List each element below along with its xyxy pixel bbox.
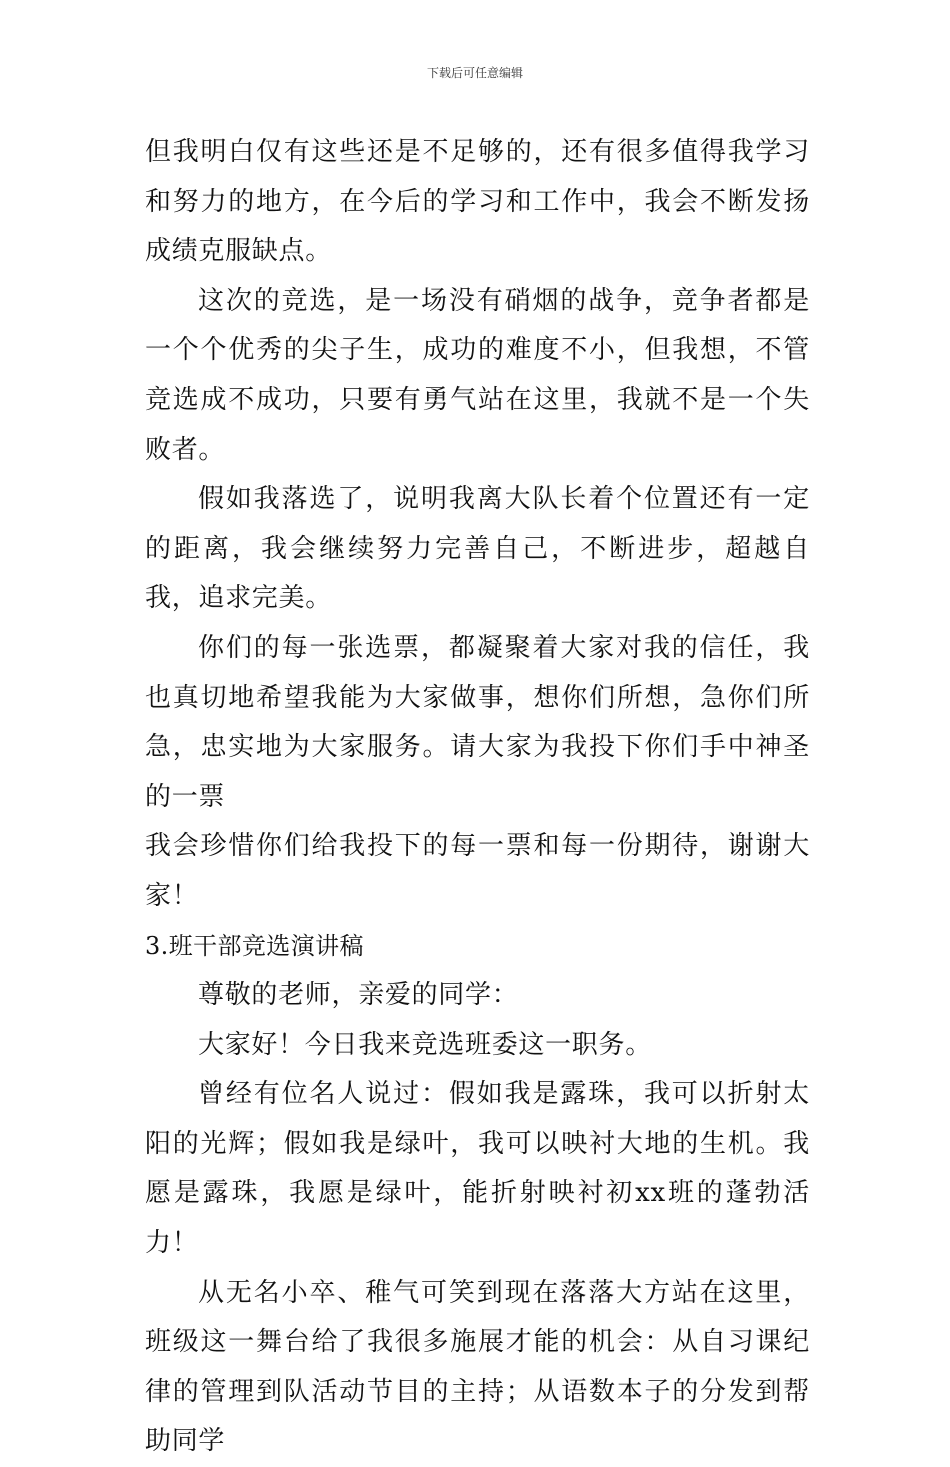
paragraph: 我会珍惜你们给我投下的每一票和每一份期待，谢谢大家！	[145, 831, 810, 911]
paragraph: 这次的竞选，是一场没有硝烟的战争，竞争者都是一个个优秀的尖子生，成功的难度不小，但我想，不管竞选成不成功，只要有勇气站在这里，我就不是一个失败者。	[145, 285, 810, 465]
paragraph: 假如我落选了，说明我离大队长着个位置还有一定的距离，我会继续努力完善自己，不断进步，超越自我，追求完美。	[145, 484, 810, 614]
paragraph: 曾经有位名人说过：假如我是露珠，我可以折射太阳的光辉；假如我是绿叶，我可以映衬大地的生机。我愿是露珠，我愿是绿叶，能折射映衬初xx班的蓬勃活力！	[145, 1079, 810, 1259]
paragraph: 尊敬的老师，亲爱的同学：	[198, 980, 519, 1011]
page-header: 下载后可任意编辑	[426, 66, 523, 80]
paragraph: 大家好！今日我来竞选班委这一职务。	[198, 1029, 652, 1060]
paragraph: 你们的每一张选票，都凝聚着大家对我的信任，我也真切地希望我能为大家做事，想你们所想，急你们所急，忠实地为大家服务。请大家为我投下你们手中神圣的一票	[145, 632, 810, 812]
paragraph: 但我明白仅有这些还是不足够的，还有很多值得我学习和努力的地方，在今后的学习和工作中，我会不断发扬成绩克服缺点。	[145, 137, 810, 267]
paragraph: 从无名小卒、稚气可笑到现在落落大方站在这里，班级这一舞台给了我很多施展才能的机会：从自习课纪律的管理到队活动节目的主持；从语数本子的分发到帮助同学	[145, 1277, 810, 1457]
document-body	[145, 128, 810, 1467]
section-heading: 3.班干部竞选演讲稿	[145, 931, 364, 960]
